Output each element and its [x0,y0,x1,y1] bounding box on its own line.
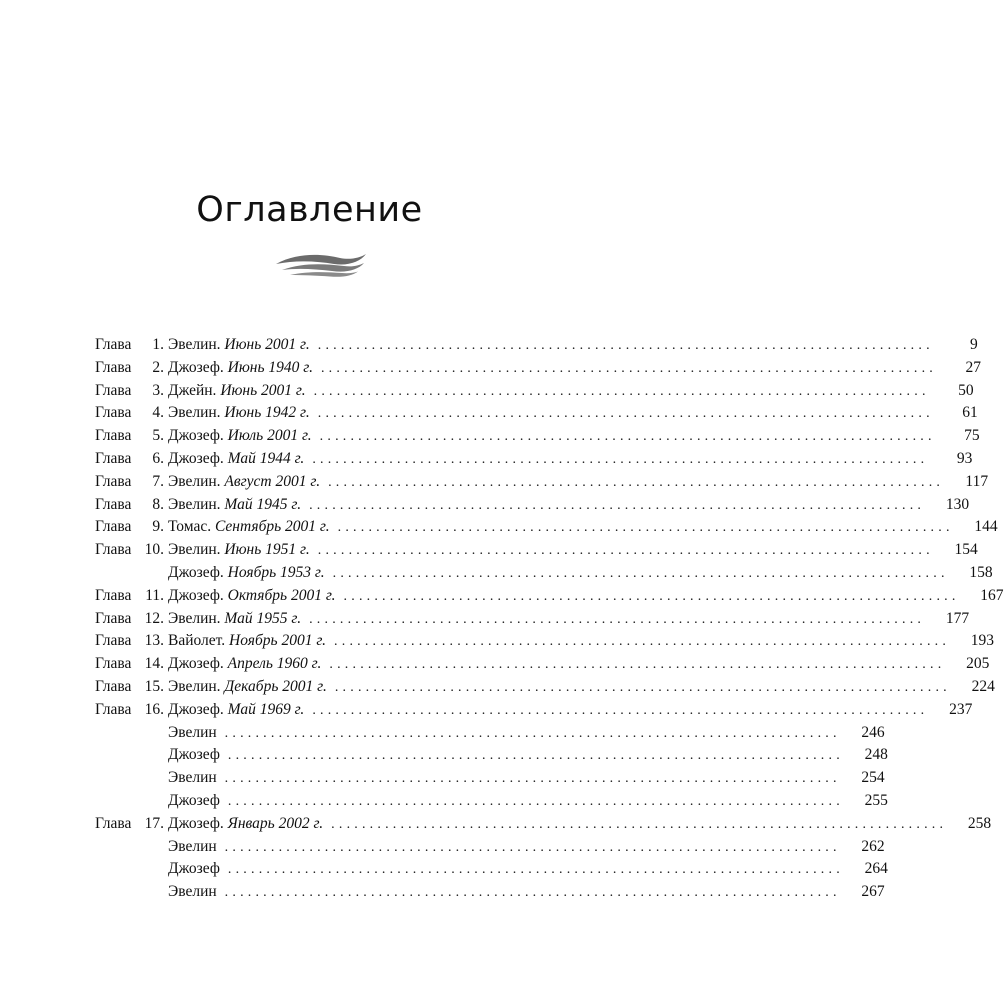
toc-entry[interactable] [95,562,993,585]
entry-title [164,585,336,608]
narrator-name: Джозеф [168,860,220,878]
dot-leader: ................................................................................ [312,702,929,718]
narrator-name: Эвелин [168,723,217,741]
entry-title [164,539,310,562]
dot-leader: ................................................................................ [224,885,841,901]
entry-title [164,790,220,813]
entry-date: Декабрь 2001 г. [224,677,327,695]
entry-date: Май 1969 г. [227,700,305,718]
chapter-label: Глава [95,518,132,536]
narrator-name: Эвелин. [168,472,221,490]
narrator-name: Вайолет. [168,632,226,650]
entry-date: Август 2001 г. [224,472,321,490]
toc-entry[interactable] [95,744,888,767]
chapter-number: 16. [144,700,164,718]
entry-date: Сентябрь 2001 г. [214,518,330,536]
narrator-name: Эвелин [168,769,217,787]
toc-entry[interactable] [95,699,973,722]
page-number: 237 [949,700,973,718]
chapter-label: Глава [95,472,132,490]
dot-leader: ................................................................................ [224,839,841,855]
chapter-number: 5. [152,427,164,445]
toc-entry[interactable] [95,881,885,904]
entry-title [164,813,323,836]
entry-date: Июль 2001 г. [227,427,312,445]
toc-entry[interactable] [95,676,995,699]
chapter-number: 14. [144,655,164,673]
chapter-number: 4. [152,404,164,422]
dot-leader: ................................................................................ [319,429,936,445]
entry-title [164,448,304,471]
toc-entry[interactable] [95,790,888,813]
dot-leader: ................................................................................ [337,520,954,536]
chapter-label: Глава [95,449,132,467]
page-number: 50 [958,381,974,399]
dot-leader: ................................................................................ [317,406,934,422]
chapter-label: Глава [95,358,132,376]
toc-entry[interactable] [95,858,888,881]
toc-entry[interactable] [95,380,974,403]
entry-date: Май 1944 г. [227,449,305,467]
chapter-label: Глава [95,586,132,604]
narrator-name: Эвелин. [168,541,221,559]
dot-leader: ................................................................................ [317,338,934,353]
narrator-name: Джозеф [168,746,220,764]
chapter-number: 13. [144,632,164,650]
narrator-name: Эвелин [168,883,217,901]
entry-title [164,516,330,539]
entry-title [164,402,310,425]
narrator-name: Джозеф. [168,427,224,445]
toc-entry[interactable] [95,516,998,539]
narrator-name: Эвелин. [168,495,221,513]
chapter-label: Глава [95,336,132,353]
toc-entry[interactable] [95,608,970,631]
entry-date: Май 1955 г. [224,609,302,627]
toc-entry[interactable] [95,767,885,790]
narrator-name: Джозеф. [168,814,224,832]
chapter-number: 7. [152,472,164,490]
dot-leader: ................................................................................ [309,497,926,513]
dot-leader: ................................................................................ [313,383,930,399]
entry-title [164,881,217,904]
chapter-number: 12. [144,609,164,627]
chapter-number: 8. [152,495,164,513]
toc-entry[interactable] [95,471,989,494]
entry-title [164,494,301,517]
dot-leader: ................................................................................ [329,657,946,673]
entry-title [164,744,220,767]
page-number: 93 [956,449,973,467]
page-number: 193 [970,632,995,650]
chapter-label: Глава [95,655,132,673]
chapter-number: 6. [152,449,164,467]
page-number: 117 [965,472,989,490]
dot-leader: ................................................................................ [227,748,844,764]
entry-date: Июнь 1942 г. [224,404,310,422]
dot-leader: ................................................................................ [312,451,929,467]
chapter-label: Глава [95,632,132,650]
entry-title [164,630,326,653]
narrator-name: Эвелин [168,837,217,855]
dot-leader: ................................................................................ [320,360,937,376]
page-number: 61 [962,404,978,422]
narrator-name: Джозеф. [168,358,224,376]
page-number: 9 [970,336,978,353]
narrator-name: Эвелин. [168,404,221,422]
narrator-name: Томас. [168,518,212,536]
dot-leader: ................................................................................ [227,793,844,809]
chapter-number: 10. [144,541,164,559]
narrator-name: Джозеф. [168,586,224,604]
dot-leader: ................................................................................ [227,862,844,878]
dot-leader: ................................................................................ [328,474,945,490]
chapter-label: Глава [95,677,132,695]
entry-date: Апрель 1960 г. [227,655,322,673]
toc-entry[interactable] [95,836,885,859]
toc-entry[interactable] [95,630,995,653]
toc-entry[interactable] [95,448,973,471]
narrator-name: Эвелин. [168,336,221,353]
narrator-name: Джозеф. [168,655,224,673]
toc-entry[interactable] [95,539,978,562]
page-number: 258 [967,814,992,832]
dot-leader: ................................................................................ [317,543,934,559]
chapter-label: Глава [95,700,132,718]
page-number: 224 [971,677,995,695]
chapter-label: Глава [95,381,132,399]
dot-leader: ................................................................................ [332,565,949,581]
entry-date: Май 1945 г. [224,495,302,513]
chapter-number: 11. [145,586,164,604]
entry-title [164,608,301,631]
toc-entry[interactable] [95,653,990,676]
page-number: 267 [861,883,885,901]
page-title: Оглавление [196,190,423,230]
narrator-name: Джозеф. [168,700,224,718]
entry-title [164,471,320,494]
chapter-label: Глава [95,404,132,422]
chapter-number: 9. [152,518,164,536]
page-number: 248 [864,746,888,764]
narrator-name: Джозеф. [168,449,224,467]
entry-date: Ноябрь 1953 г. [227,563,325,581]
dot-leader: ................................................................................ [224,725,841,741]
toc-entry[interactable] [95,494,970,517]
page-number: 255 [864,791,888,809]
page-number: 130 [945,495,970,513]
entry-date: Январь 2002 г. [227,814,324,832]
chapter-number: 15. [144,677,164,695]
page-number: 144 [974,518,998,536]
page-number: 205 [966,655,990,673]
toc-entry[interactable] [95,722,885,745]
chapter-label: Глава [95,814,132,832]
entry-date: Ноябрь 2001 г. [229,632,327,650]
dot-leader: ................................................................................ [331,816,948,832]
dot-leader: ................................................................................ [309,611,926,627]
entry-title [164,357,313,380]
entry-title [164,653,321,676]
page-number: 158 [969,563,993,581]
page-number: 254 [861,769,885,787]
entry-title [164,676,327,699]
entry-date: Октябрь 2001 г. [227,586,336,604]
chapter-label: Глава [95,495,132,513]
chapter-label: Глава [95,427,132,445]
chapter-number: 3. [152,381,164,399]
entry-date: Июнь 1951 г. [224,541,310,559]
narrator-name: Джозеф. [168,563,224,581]
dot-leader: ................................................................................ [224,771,841,787]
toc-entry[interactable] [95,813,992,836]
entry-title [164,722,217,745]
page-number: 167 [980,586,1004,604]
entry-title [164,425,312,448]
entry-title [164,767,217,790]
page-number: 75 [964,427,980,445]
dot-leader: ................................................................................ [334,634,951,650]
entry-title [164,562,325,585]
table-of-contents [95,334,1004,904]
chapter-number: 2. [152,358,164,376]
page-number: 154 [954,541,978,559]
page-number: 27 [965,358,981,376]
chapter-label: Глава [95,609,132,627]
entry-date: Июнь 1940 г. [227,358,313,376]
chapter-number: 17. [144,814,164,832]
toc-entry[interactable] [95,585,1004,608]
chapter-number: 1. [152,336,164,353]
entry-title [164,858,220,881]
toc-entry[interactable] [95,425,980,448]
toc-entry[interactable] [95,402,978,425]
page-number: 246 [861,723,885,741]
entry-date: Июнь 2001 г. [220,381,306,399]
dot-leader: ................................................................................ [334,679,951,695]
narrator-name: Эвелин. [168,677,221,695]
dot-leader: ................................................................................ [343,588,960,604]
entry-title [164,699,304,722]
page-number: 264 [864,860,888,878]
narrator-name: Джозеф [168,791,220,809]
page-number: 262 [861,837,885,855]
narrator-name: Эвелин. [168,609,221,627]
toc-entry[interactable] [95,357,981,380]
page-number: 177 [945,609,970,627]
toc-entry[interactable] [95,334,978,357]
chapter-label: Глава [95,541,132,559]
entry-title [164,334,310,357]
entry-title [164,836,217,859]
entry-title [164,380,306,403]
narrator-name: Джейн. [168,381,217,399]
wave-ornament-icon [268,244,368,278]
entry-date: Июнь 2001 г. [224,336,310,353]
